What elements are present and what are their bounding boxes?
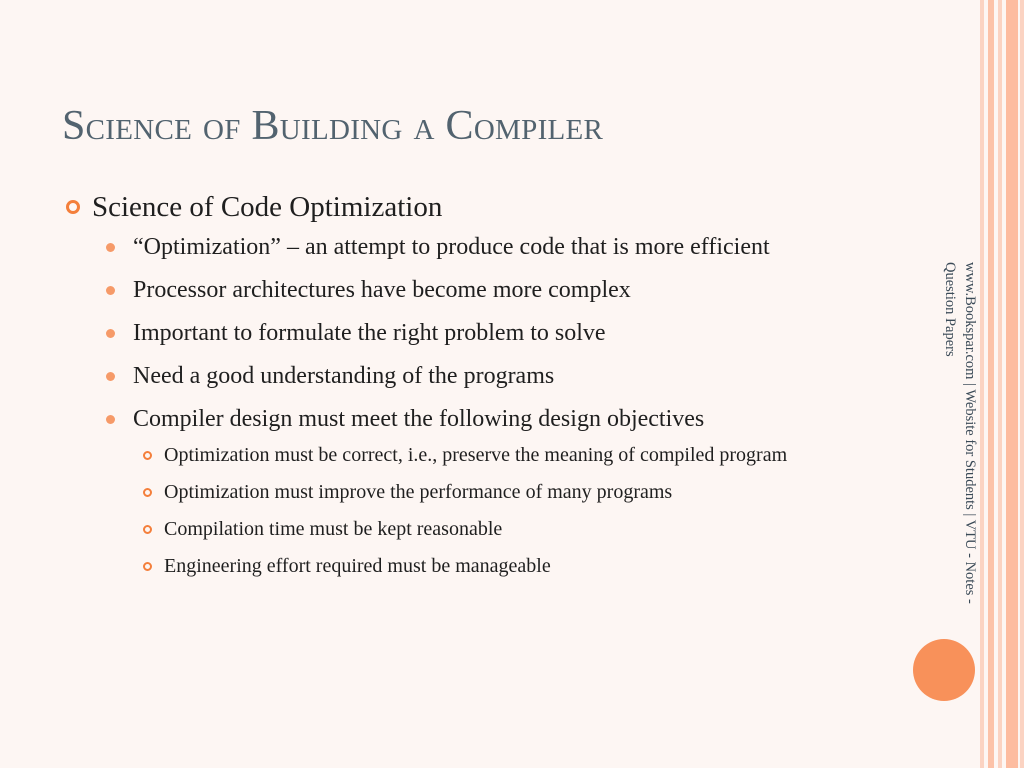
objective-text: Compilation time must be kept reasonable	[164, 518, 503, 540]
objective-text: Optimization must improve the performance of many programs	[164, 481, 673, 503]
dot-bullet-icon	[106, 329, 115, 338]
dot-bullet-icon	[106, 286, 115, 295]
sub-bullet-text: Need a good understanding of the programs	[133, 363, 555, 389]
sub-bullet-text: Processor architectures have become more complex	[133, 277, 631, 303]
objective-text: Engineering effort required must be manageable	[164, 555, 551, 577]
sub-bullet	[106, 232, 936, 275]
decorative-stripe	[980, 0, 984, 768]
ring-bullet-icon	[143, 562, 152, 571]
objective-item	[143, 478, 936, 507]
side-watermark: www.Bookspar.com | Website for Students | VTU - Notes - Question Papers	[942, 262, 978, 604]
objective-list	[143, 441, 936, 581]
dot-bullet-icon	[106, 372, 115, 381]
objective-item	[143, 441, 936, 470]
objective-item	[143, 515, 936, 544]
dot-bullet-icon	[106, 243, 115, 252]
sub-bullet	[106, 361, 936, 404]
sub-bullet	[106, 275, 936, 318]
sub-bullet-text: Important to formulate the right problem to solve	[133, 320, 606, 346]
slide-content	[66, 188, 936, 589]
sub-bullet	[106, 318, 936, 361]
decorative-stripe	[1020, 0, 1024, 768]
sub-bullet-text: Compiler design must meet the following design objectives	[133, 406, 705, 432]
sub-bullet-list	[106, 232, 936, 581]
ring-bullet-icon	[66, 200, 80, 214]
decorative-stripe	[1006, 0, 1018, 768]
slide-title: Science of Building a Compiler	[62, 103, 604, 149]
main-bullet-text: Science of Code Optimization	[92, 191, 443, 223]
ring-bullet-icon	[143, 525, 152, 534]
decorative-stripe	[988, 0, 994, 768]
main-bullet	[66, 188, 936, 226]
decorative-stripe	[998, 0, 1002, 768]
ring-bullet-icon	[143, 451, 152, 460]
ring-bullet-icon	[143, 488, 152, 497]
dot-bullet-icon	[106, 415, 115, 424]
objective-item	[143, 552, 936, 581]
sub-bullet-text: “Optimization” – an attempt to produce code that is more efficient	[133, 234, 770, 260]
objective-text: Optimization must be correct, i.e., preserve the meaning of compiled program	[164, 444, 788, 466]
decorative-circle	[913, 639, 975, 701]
